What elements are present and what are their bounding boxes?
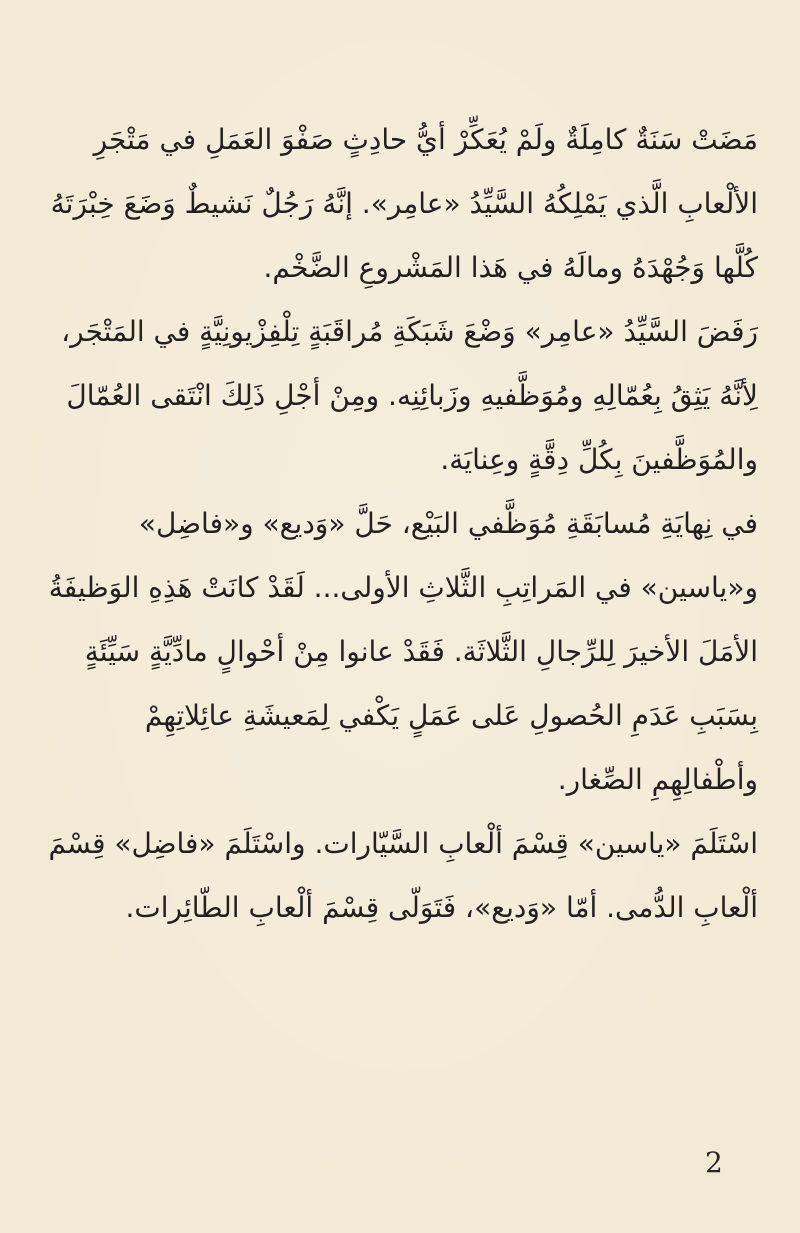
- body-text: [40, 108, 758, 940]
- paragraph-3: في نِهايَةِ مُسابَقَةِ مُوَظَّفي البَيْع، حَلَّ «وَديع» و«فاضِل» و«ياسين» في المَراتِبِ الثَّلاثِ الأولى... لَقَدْ كانَتْ هَذِهِ الوَظيفَةُ الأمَلَ الأخيرَ لِلرِّجالِ الثَّلاثَة. فَقَدْ عانوا مِنْ أحْوالٍ مادِّيَّةٍ سَيِّئَةٍ بِسَبَبِ عَدَمِ الحُصولِ عَلى عَمَلٍ يَكْفي لِمَعيشَةِ عائِلاتِهِمْ وأطْفالِهِمِ الصِّغار.: [48, 507, 758, 796]
- paragraph-1: مَضَتْ سَنَةٌ كامِلَةٌ ولَمْ يُعَكِّرْ أيُّ حادِثٍ صَفْوَ العَمَلِ في مَتْجَرِ الألْعابِ الَّذي يَمْلِكُهُ السَّيِّدُ «عامِر». إنَّهُ رَجُلٌ نَشيطٌ وَضَعَ خِبْرَتَهُ كُلَّها وَجُهْدَهُ ومالَهُ في هَذا المَشْروعِ الضَّخْم.: [50, 123, 758, 284]
- paragraph-2: رَفَضَ السَّيِّدُ «عامِر» وَضْعَ شَبَكَةِ مُراقَبَةٍ تِلْفِزْيونِيَّةٍ في المَتْجَر، لِأنَّهُ يَثِقُ بِعُمّالِهِ ومُوَظَّفيهِ وزَبائِنِه. ومِنْ أجْلِ ذَلِكَ انْتَقى العُمّالَ والمُوَظَّفينَ بِكُلِّ دِقَّةٍ وعِنايَة.: [61, 315, 758, 476]
- page-number: 2: [705, 1146, 723, 1179]
- paragraph-4: اسْتَلَمَ «ياسين» قِسْمَ ألْعابِ السَّيّارات. واسْتَلَمَ «فاضِل» قِسْمَ ألْعابِ الدُّمى. أمّا «وَديع»، فَتَوَلّى قِسْمَ ألْعابِ الطّائِرات.: [48, 827, 758, 924]
